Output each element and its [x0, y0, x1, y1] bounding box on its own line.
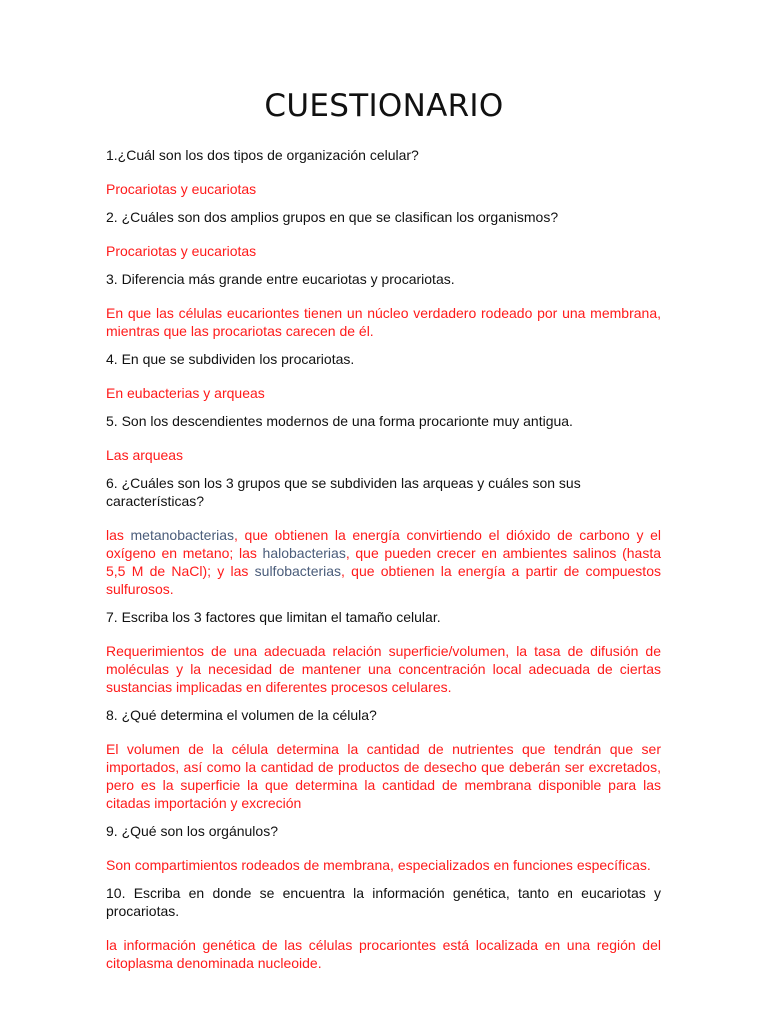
term-metanobacterias: metanobacterias — [130, 527, 235, 543]
page-title: CUESTIONARIO — [264, 88, 504, 124]
question-10: 10. Escriba en donde se encuentra la información genética, tanto en eucariotas y procariotas. — [106, 885, 661, 919]
answer-1: Procariotas y eucariotas — [106, 181, 257, 197]
answer-5: Las arqueas — [106, 447, 184, 463]
question-5: 5. Son los descendientes modernos de una forma procarionte muy antigua. — [106, 413, 573, 429]
question-7: 7. Escriba los 3 factores que limitan el tamaño celular. — [106, 609, 441, 625]
answer-4: En eubacterias y arqueas — [106, 385, 265, 401]
term-halobacterias: halobacterias — [262, 545, 346, 561]
answer-9: Son compartimientos rodeados de membrana, especializados en funciones específicas. — [106, 857, 651, 873]
question-4: 4. En que se subdividen los procariotas. — [106, 351, 355, 367]
answer-10: la información genética de las células procariontes está localizada en una región del citoplasma denominada nucleoide. — [106, 937, 661, 971]
term-sulfobacterias: sulfobacterias — [254, 563, 342, 579]
question-1: 1.¿Cuál son los dos tipos de organización celular? — [106, 147, 419, 163]
answer-6 — [106, 526, 661, 598]
answer-6-text: , que obtienen la energía convirtiendo el dióxido de carbono y el oxígeno en metano; las — [106, 527, 661, 561]
questionnaire — [106, 146, 661, 982]
question-2: 2. ¿Cuáles son dos amplios grupos en que se clasifican los organismos? — [106, 209, 559, 225]
question-6: 6. ¿Cuáles son los 3 grupos que se subdividen las arqueas y cuáles son sus características? — [106, 475, 581, 509]
answer-6-text: , que pueden crecer en ambientes salinos (hasta 5,5 M de NaCl); y las — [106, 545, 662, 579]
answer-8: El volumen de la célula determina la cantidad de nutrientes que tendrán que ser importados, así como la cantidad de productos de desecho que deberán ser excretados, pero es la superficie la que determina la cantidad de membrana disponible para las citadas importación y excreción — [106, 741, 661, 811]
question-9: 9. ¿Qué son los orgánulos? — [106, 823, 278, 839]
question-8: 8. ¿Qué determina el volumen de la célula? — [106, 707, 377, 723]
answer-3: En que las células eucariontes tienen un núcleo verdadero rodeado por una membrana, mientras que las procariotas carecen de él. — [106, 305, 661, 339]
question-3: 3. Diferencia más grande entre eucariotas y procariotas. — [106, 271, 455, 287]
answer-7: Requerimientos de una adecuada relación superficie/volumen, la tasa de difusión de moléculas y la necesidad de mantener una concentración local adecuada de ciertas sustancias implicadas en diferentes procesos celulares. — [106, 643, 661, 695]
answer-6-text: , que obtienen la energía a partir de compuestos sulfurosos. — [106, 563, 661, 597]
answer-6-text: las — [106, 527, 131, 543]
answer-2: Procariotas y eucariotas — [106, 243, 257, 259]
